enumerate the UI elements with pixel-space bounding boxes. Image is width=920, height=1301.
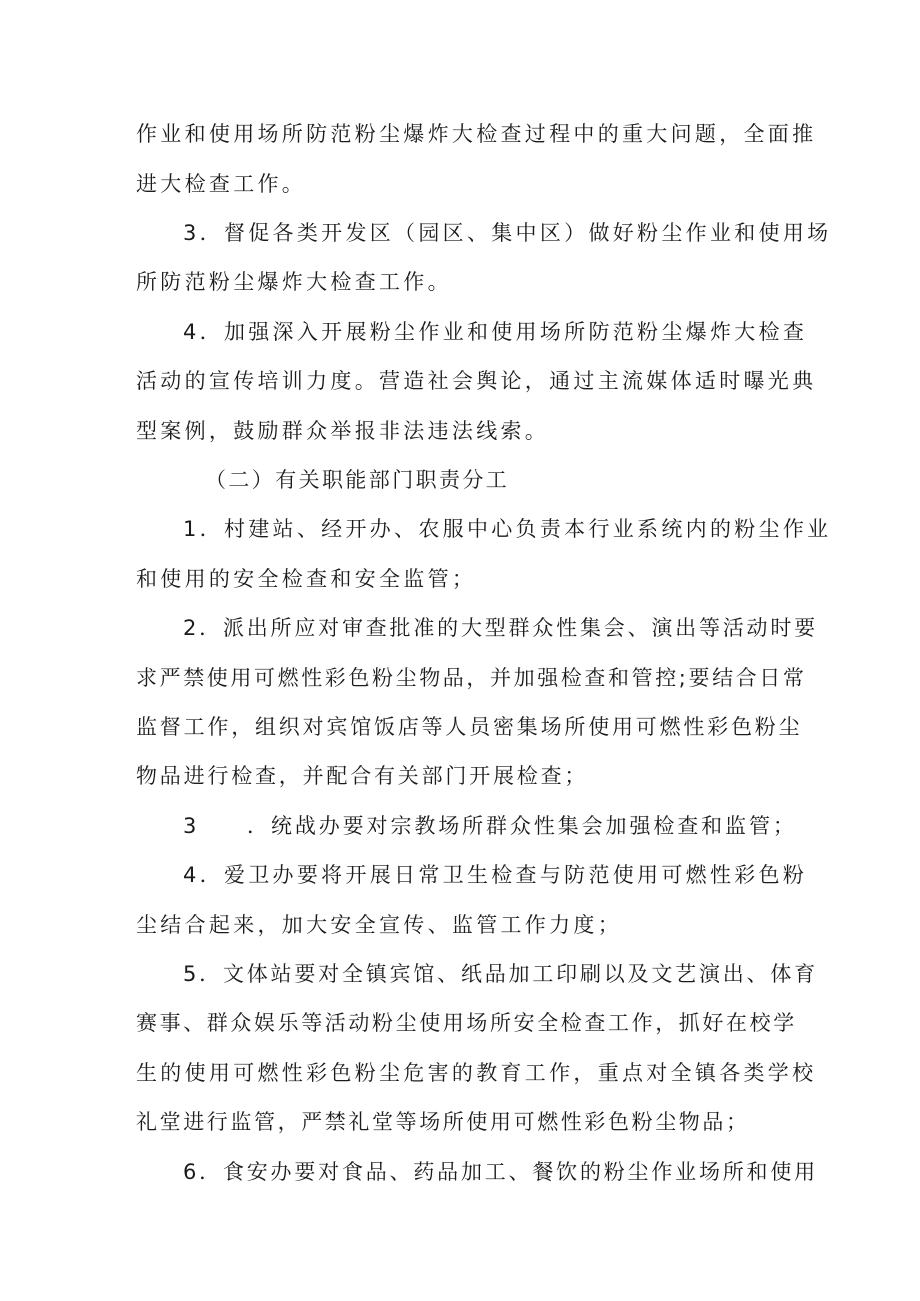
section-heading: （二）有关职能部门职责分工 xyxy=(205,468,510,492)
text-line: 作业和使用场所防范粉尘爆炸大检查过程中的重大问题，全面推 xyxy=(136,122,817,146)
list-item-3: 3．督促各类开发区（园区、集中区）做好粉尘作业和使用场 xyxy=(183,221,832,245)
text-line: 进大检查工作。 xyxy=(136,172,307,196)
list-item-5: 5．文体站要对全镇宾馆、纸品加工印刷以及文艺演出、体育 xyxy=(183,962,818,986)
list-item-2: 2．派出所应对审查批准的大型群众性集会、演出等活动时要 xyxy=(183,616,818,640)
list-item-6: 6．食安办要对食品、药品加工、餐饮的粉尘作业场所和使用 xyxy=(183,1160,818,1184)
text-line: 型案例，鼓励群众举报非法违法线索。 xyxy=(136,419,550,443)
text-line: 礼堂进行监管，严禁礼堂等场所使用可燃性彩色粉尘物品； xyxy=(136,1110,750,1134)
text-line: 生的使用可燃性彩色粉尘危害的教育工作，重点对全镇各类学校 xyxy=(136,1061,817,1085)
text-line: 活动的宣传培训力度。营造社会舆论，通过主流媒体适时曝光典 xyxy=(136,369,817,393)
list-item-4: 4．爱卫办要将开展日常卫生检查与防范使用可燃性彩色粉 xyxy=(183,863,808,887)
text-line: 和使用的安全检查和安全监管； xyxy=(136,567,477,591)
list-item-4: 4．加强深入开展粉尘作业和使用场所防范粉尘爆炸大检查 xyxy=(183,320,808,344)
list-item-1: 1．村建站、经开办、农服中心负责本行业系统内的粉尘作业 xyxy=(183,517,832,541)
list-item-3: 3 ．统战办要对宗教场所群众性集会加强检查和监管； xyxy=(183,814,797,838)
text-line: 赛事、群众娱乐等活动粉尘使用场所安全检查工作，抓好在校学 xyxy=(136,1011,797,1035)
text-line: 所防范粉尘爆炸大检查工作。 xyxy=(136,270,452,294)
text-line: 尘结合起来，加大安全宣传、监管工作力度； xyxy=(136,913,622,937)
text-line: 物品进行检查，并配合有关部门开展检查； xyxy=(136,764,589,788)
text-line: 求严禁使用可燃性彩色粉尘物品，并加强检查和管控;要结合日常 xyxy=(136,666,807,690)
text-line: 监督工作，组织对宾馆饭店等人员密集场所使用可燃性彩色粉尘 xyxy=(136,715,803,739)
